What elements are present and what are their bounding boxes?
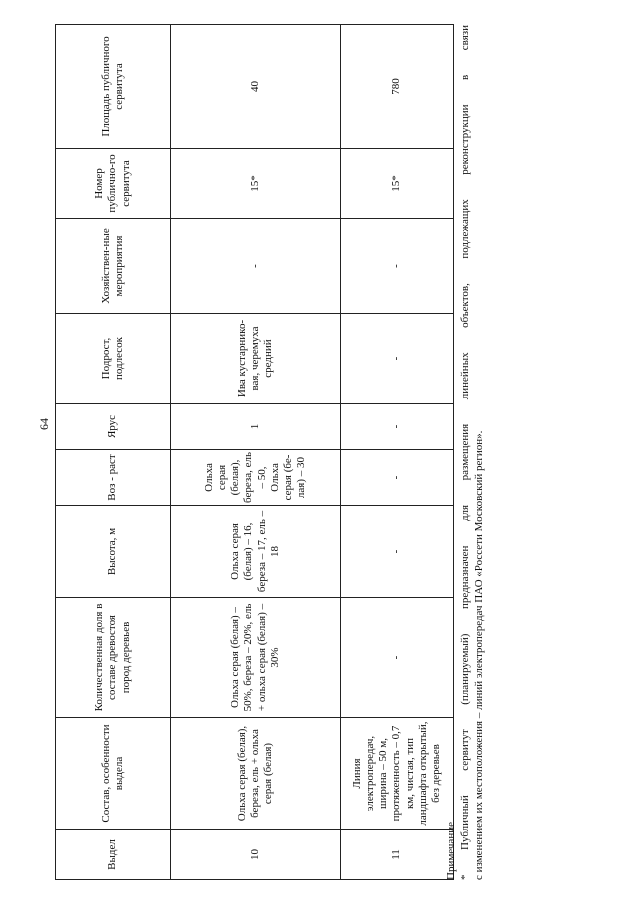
forest-plot-table-wrapper — [55, 25, 454, 880]
cell-species-share: Ольха серая (белая) – 50%, береза – 20%, ель + ольха серая (белая) – 30% — [171, 598, 341, 718]
note-line-1: * Публичный сервитут (планируемый) предназначен для размещения линейных объектов, подлежащих реконструкции в связи — [458, 25, 471, 880]
table-row — [171, 25, 341, 880]
header-cell-tier: Ярус — [56, 404, 171, 450]
cell-servitude-number: 15* — [341, 149, 454, 219]
cell-age: - — [341, 450, 454, 506]
cell-tier: 1 — [171, 404, 341, 450]
header-cell-age: Воз - раст — [56, 450, 171, 506]
notes-heading: Примечание — [445, 822, 457, 880]
cell-age: Ольха серая (белая), береза, ель – 50, Ольха серая (бе-лая) – 30 — [171, 450, 341, 506]
header-cell-undergrowth: Подрост, подлесок — [56, 314, 171, 404]
cell-servitude-number: 15* — [171, 149, 341, 219]
cell-undergrowth: Ива кустарнико-вая, черемуха средний — [171, 314, 341, 404]
rotated-page-content — [55, 0, 485, 880]
forest-plot-table — [55, 24, 454, 880]
cell-servitude-area: 40 — [171, 25, 341, 149]
cell-tier: - — [341, 404, 454, 450]
table-row — [341, 25, 454, 880]
header-cell-composition: Состав, особенности выдела — [56, 718, 171, 830]
cell-servitude-area: 780 — [341, 25, 454, 149]
cell-plot: 10 — [171, 830, 341, 880]
cell-plot: 11 — [341, 830, 454, 880]
cell-activities: - — [341, 219, 454, 314]
header-cell-species-share: Количественная доля в составе древостоя пород деревьев — [56, 598, 171, 718]
cell-activities: - — [171, 219, 341, 314]
cell-height: - — [341, 506, 454, 598]
header-cell-activities: Хозяйствен-ные мероприятия — [56, 219, 171, 314]
cell-composition: Линия электропередач, ширина – 50 м, протяженность – 0,7 км, чистая, тип ландшафта открытый, без деревьев — [341, 718, 454, 830]
header-cell-height: Высота, м — [56, 506, 171, 598]
note-line-2: с изменением их местоположения – линий электропередач ПАО «Россети Московский регион». — [472, 430, 485, 880]
page-number: 64 — [37, 418, 51, 430]
header-cell-plot: Выдел — [56, 830, 171, 880]
header-cell-servitude-area: Площадь публичного сервитута — [56, 25, 171, 149]
table-header-row — [56, 25, 171, 880]
header-cell-servitude-number: Номер публично-го сервитута — [56, 149, 171, 219]
cell-composition: Ольха серая (белая), береза, ель + ольха серая (белая) — [171, 718, 341, 830]
cell-height: Ольха серая (белая) – 16, береза – 17, ель – 18 — [171, 506, 341, 598]
cell-species-share: - — [341, 598, 454, 718]
cell-undergrowth: - — [341, 314, 454, 404]
notes-section — [445, 25, 486, 880]
